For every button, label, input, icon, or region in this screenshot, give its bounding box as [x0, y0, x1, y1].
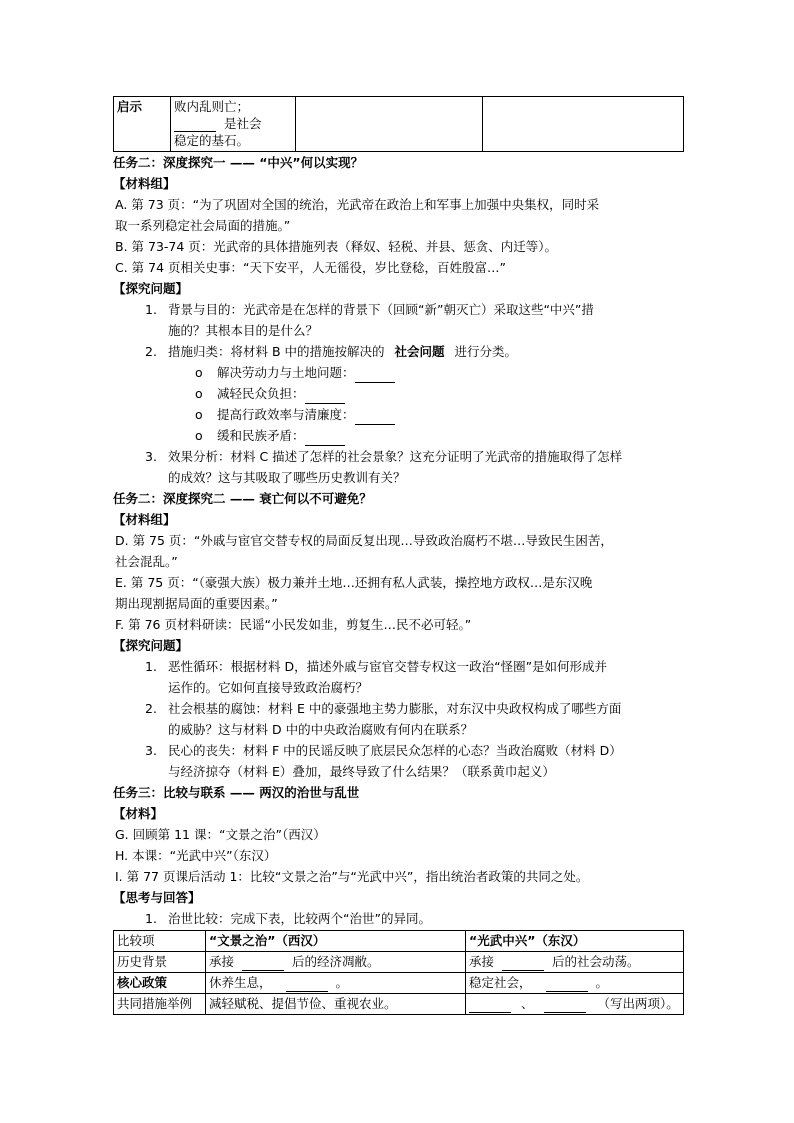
empty-cell — [483, 97, 684, 152]
table-cell: 、 （写出两项）。 — [466, 994, 684, 1015]
sub-item: o 解决劳动力与土地问题： — [113, 362, 683, 383]
material-f: F. 第 76 页材料研读：民谣“小民发如韭，剪复生…民不必可轻。” — [115, 617, 472, 632]
question-item: 2. 措施归类：将材料 B 中的措施按解决的 社会问题 进行分类。 — [145, 344, 518, 359]
table-row — [114, 952, 684, 973]
materials-heading: 【材料组】 — [113, 176, 176, 191]
question-item: 1. 恶性循环：根据材料 D，描述外戚与宦官交替专权这一政治“怪圈”是如何形成并 运作的。它如何直接导致政治腐朽？ — [145, 659, 608, 695]
comparison-table — [113, 930, 684, 1015]
material-a-cont: 取一系列稳定社会局面的措施。” — [115, 218, 291, 233]
table-cell: 承接 后的经济凋敝。 — [206, 952, 466, 973]
fill-blank[interactable] — [305, 432, 345, 446]
material-d: D. 第 75 页：“外戚与宦官交替专权的局面反复出现…导致政治腐朽不堪…导致民生困苦， — [115, 533, 613, 548]
row-label: 历史背景 — [114, 952, 206, 973]
table-cell: 减轻赋税、提倡节俭、重视农业。 — [206, 994, 466, 1015]
task-heading: 任务三：比较与联系 —— 两汉的治世与乱世 — [113, 785, 360, 800]
fill-blank[interactable] — [242, 957, 284, 971]
row-label: 共同措施举例 — [114, 994, 206, 1015]
sub-item: o 提高行政效率与清廉度： — [113, 404, 683, 425]
material-g: G. 回顾第 11 课：“文景之治”（西汉） — [115, 827, 326, 842]
header-cell: 比较项 — [114, 931, 206, 952]
material-e-cont: 期出现割据局面的重要因素。” — [115, 596, 278, 611]
fill-blank[interactable] — [546, 978, 588, 992]
sub-item: o 缓和民族矛盾： — [113, 425, 683, 446]
header-cell: “光武中兴”（东汉） — [466, 931, 684, 952]
table-row — [114, 994, 684, 1015]
task-heading: 任务二：深度探究二 —— 衰亡何以不可避免？ — [113, 491, 372, 506]
row-label: 核心政策 — [114, 973, 206, 994]
table-row — [114, 973, 684, 994]
reflection-cell: 败内乱则亡； 是社会 稳定的基石。 — [171, 97, 296, 152]
material-c: C. 第 74 页相关史事：“天下安平，人无徭役，岁比登稔，百姓殷富…” — [115, 260, 506, 275]
question-item: 1. 背景与目的：光武帝是在怎样的背景下（回顾“新”朝灭亡）采取这些“中兴”措 施的？其根本目的是什么？ — [145, 302, 594, 338]
material-d-cont: 社会混乱。” — [115, 554, 178, 569]
task-heading: 任务二：深度探究一 —— “中兴”何以实现？ — [113, 155, 364, 170]
table-header-row — [114, 931, 684, 952]
table-cell: 承接 后的社会动荡。 — [466, 952, 684, 973]
reflection-label: 启示 — [114, 97, 171, 152]
questions-heading: 【探究问题】 — [113, 638, 189, 653]
fill-blank[interactable] — [174, 118, 216, 132]
header-cell: “文景之治”（西汉） — [206, 931, 466, 952]
table-cell: 稳定社会， 。 — [466, 973, 684, 994]
questions-heading: 【探究问题】 — [113, 281, 189, 296]
table-row — [114, 97, 684, 152]
question-item: 2. 社会根基的腐蚀：材料 E 中的豪强地主势力膨胀，对东汉中央政权构成了哪些方面 的威胁？这与材料 D 中的中央政治腐败有何内在联系？ — [145, 701, 622, 737]
material-a: A. 第 73 页：“为了巩固对全国的统治，光武帝在政治上和军事上加强中央集权，同时采 — [115, 197, 600, 212]
fill-blank[interactable] — [355, 411, 395, 425]
table-cell: 休养生息， 。 — [206, 973, 466, 994]
materials-heading: 【材料组】 — [113, 512, 176, 527]
document-page — [113, 96, 683, 1015]
materials-heading: 【材料】 — [113, 806, 164, 821]
fill-blank[interactable] — [286, 978, 328, 992]
empty-cell — [296, 97, 483, 152]
material-h: H. 本课：“光武中兴”（东汉） — [115, 848, 277, 863]
think-heading: 【思考与回答】 — [113, 890, 201, 905]
fill-blank[interactable] — [544, 999, 586, 1013]
question-item: 3. 民心的丧失：材料 F 中的民谣反映了底层民众怎样的心态？当政治腐败（材料 D） 与经济掠夺（材料 E）叠加，最终导致了什么结果？（联系黄巾起义） — [145, 743, 622, 779]
material-b: B. 第 73-74 页：光武帝的具体措施列表（释奴、轻税、并县、惩贪、内迁等）。 — [115, 239, 558, 254]
reflection-table — [113, 96, 684, 152]
material-i: I. 第 77 页课后活动 1：比较“文景之治”与“光武中兴”，指出统治者政策的共同之处。 — [115, 869, 589, 884]
question-item: 3. 效果分析：材料 C 描述了怎样的社会景象？这充分证明了光武帝的措施取得了怎样 的成效？这与其吸取了哪些历史教训有关？ — [145, 449, 623, 485]
fill-blank[interactable] — [355, 369, 395, 383]
fill-blank[interactable] — [502, 957, 544, 971]
fill-blank[interactable] — [469, 999, 511, 1013]
fill-blank[interactable] — [305, 390, 345, 404]
question-item: 1. 治世比较：完成下表，比较两个“治世”的异同。 — [145, 911, 431, 926]
material-e: E. 第 75 页：“（豪强大族）极力兼并土地…还拥有私人武装，操控地方政权…是东汉晚 — [115, 575, 593, 590]
sub-item: o 减轻民众负担： — [113, 383, 683, 404]
